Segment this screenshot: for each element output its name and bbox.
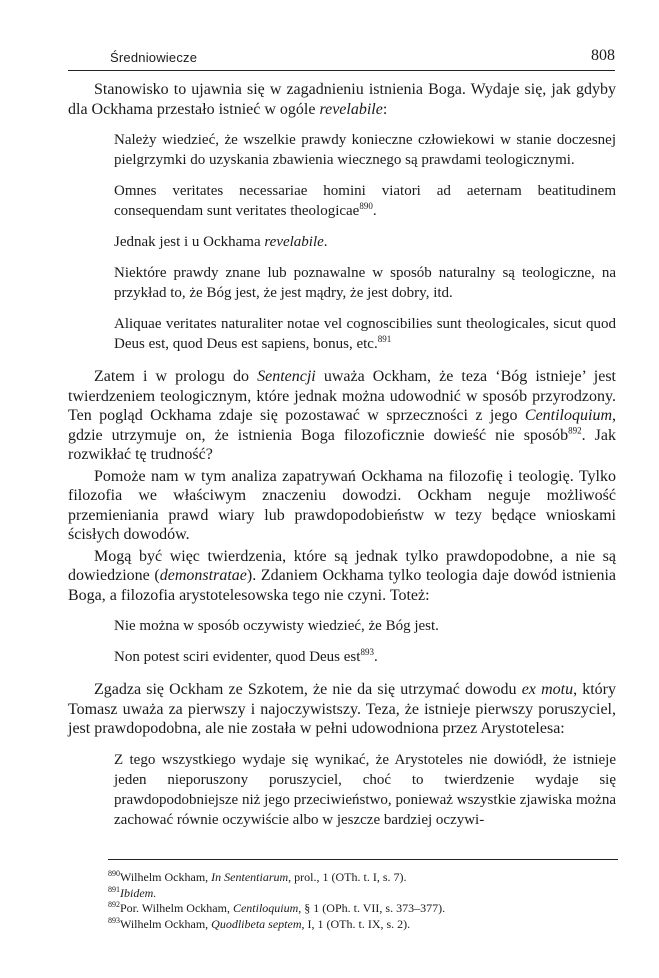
block-quote: Jednak jest i u Ockhama revelabile. — [114, 234, 328, 250]
footnote-ref: 891 — [377, 334, 392, 344]
footnote-ref: 893 — [360, 647, 374, 657]
footnote-ref: 890 — [359, 201, 373, 211]
latin-term: demonstratae — [159, 567, 247, 584]
footnote-ref: 892 — [568, 425, 582, 436]
page-number: 808 — [591, 47, 615, 64]
block-quote: Nie można w sposób oczywisty wiedzieć, że Bóg jest. — [114, 618, 439, 634]
footnote: $^{892}$Por. Wilhelm Ockham, Centiloquium, § 1 (OPh. t. VII, s. 373–377). — [108, 900, 446, 915]
block-quote: Aliquae veritates naturaliter notae vel cognoscibilies sunt theologicales, sicut quod Deus est, quod Deus est sapiens, bonus, etc.$^{891}$ — [114, 316, 616, 352]
title-term: Sentencji — [257, 368, 316, 385]
paragraph: Pomoże nam w tym analiza zapatrywań Ockhama na filozofię i teologię. Tylko filozofia we właściwym znaczeniu dowodzi. Ockham neguje możliwość przemieniania prawd wiary lub prawdopodobieństw w tezy będące wnioskami ścisłych dowodów. — [68, 467, 616, 543]
paragraph: Mogą być więc twierdzenia, które są jednak tylko prawdopodobne, a nie są dowiedzione (demonstratae). Zdaniem Ockhama tylko teologia daje dowód istnienia Boga, a filozofia arystotelesowska tego nie czyni. Toteż: — [68, 547, 617, 604]
latin-term: revelabile — [319, 100, 383, 118]
block-quote: Z tego wszystkiego wydaje się wynikać, że Arystoteles nie dowiódł, że istnieje jeden nieporuszony poruszyciel, choć to twierdzenie wydaje się prawdopodobniejsze niż jego przeciwieństwo, ponieważ wszystkie zjawiska można zachować równie oczywiście albo w jeszcze bardziej oczywi- — [114, 751, 616, 828]
title-term: Centiloquium — [524, 407, 612, 424]
running-head: Średniowiecze — [110, 50, 198, 65]
footnote: $^{890}$Wilhelm Ockham, In Sententiarum, prol., 1 (OTh. t. I, s. 7). — [108, 869, 407, 884]
block-quote: Niektóre prawdy znane lub poznawalne w sposób naturalny są teologiczne, na przykład to, że Bóg jest, że jest mądry, że jest dobry, itd. — [114, 265, 616, 301]
block-quote: Należy wiedzieć, że wszelkie prawdy konieczne człowiekowi w stanie doczesnej pielgrzymki do uzyskania zbawienia wiecznego są prawdami teologicznymi. — [114, 132, 616, 168]
latin-term: ex motu — [521, 681, 574, 698]
paragraph: Stanowisko to ujawnia się w zagadnieniu istnienia Boga. Wydaje się, jak gdyby dla Ockhama przestało istnieć w ogóle revelabile: — [68, 81, 616, 118]
main-text — [68, 80, 616, 830]
paragraph: Zgadza się Ockham ze Szkotem, że nie da się utrzymać dowodu ex motu, który Tomasz uważa za pierwszy i najoczywistszy. Teza, że istnieje pierwszy poruszyciel, jest prawdopodobna, ale nie została w pełni udowodniona przez Arystotelesa: — [68, 681, 617, 737]
footnote: $^{893}$Wilhelm Ockham, Quodlibeta septem, I, 1 (OTh. t. IX, s. 2). — [108, 915, 411, 931]
latin-term: revelabile — [264, 234, 324, 250]
block-quote: Non potest sciri evidenter, quod Deus est$^{893}$. — [114, 647, 378, 665]
footnotes — [108, 870, 618, 932]
page-header — [68, 47, 615, 71]
footnote: $^{891}$Ibidem. — [108, 884, 157, 900]
block-quote: Omnes veritates necessariae homini viatori ad aeternam beatitudinem consequendam sunt veritates theologicae$^{890}$. — [114, 183, 616, 219]
footnote-divider — [108, 859, 618, 860]
paragraph: Zatem i w prologu do Sentencji uważa Ockham, że teza ‘Bóg istnieje’ jest twierdzeniem teologicznym, które jednak można udowodnić w sposób przyrodzony. Ten pogląd Ockhama zdaje się pozostawać w sprzeczności z jego Centiloquium, gdzie utrzymuje on, że istnienia Boga filozoficznie dowieść nie sposób$^{892}$. Jak rozwikłać tę trudność? — [68, 368, 617, 463]
